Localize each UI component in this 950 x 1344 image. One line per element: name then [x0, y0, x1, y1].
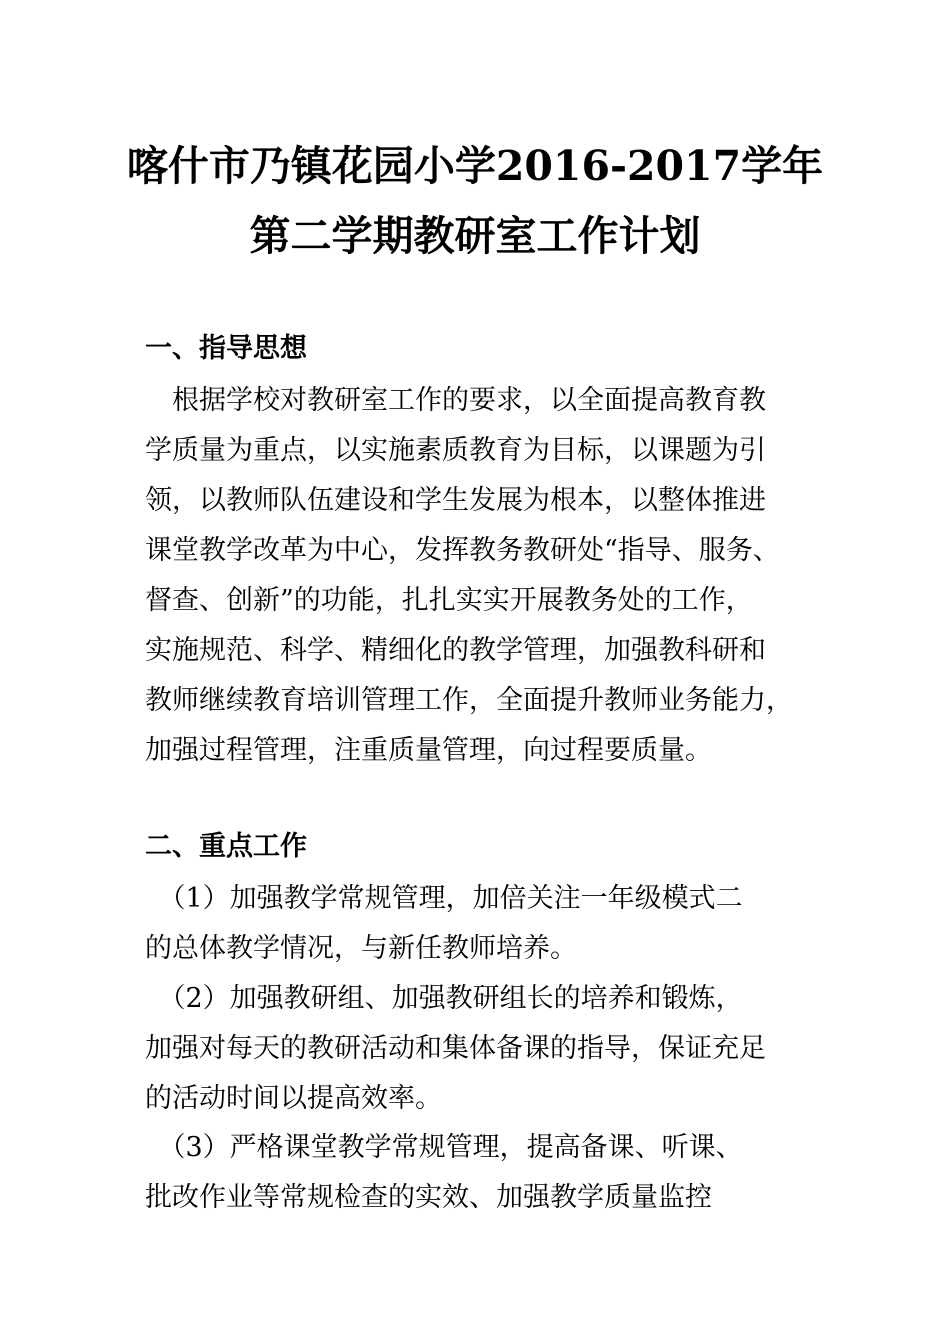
paragraph-line: （1）加强教学常规管理，加倍关注一年级模式二: [145, 883, 743, 914]
paragraph-line: 督查、创新”的功能，扎扎实实开展教务处的工作，: [145, 585, 753, 616]
paragraph-line: 根据学校对教研室工作的要求，以全面提高教育教: [145, 385, 766, 416]
document-title-line-2: 第二学期教研室工作计划: [249, 212, 701, 260]
paragraph-line: 加强对每天的教研活动和集体备课的指导，保证充足: [145, 1033, 766, 1064]
paragraph-line: 批改作业等常规检查的实效、加强教学质量监控: [145, 1182, 712, 1213]
paragraph-line: 的总体教学情况，与新任教师培养。: [145, 933, 577, 964]
guiding-ideology-paragraph: [145, 376, 825, 776]
key-work-item-2: [145, 974, 825, 1124]
section-heading-guiding-ideology: 一、指导思想: [145, 333, 307, 364]
key-work-item-1: [145, 874, 825, 974]
key-work-item-3: [145, 1123, 825, 1223]
paragraph-line: 加强过程管理，注重质量管理，向过程要质量。: [145, 735, 712, 766]
paragraph-line: 教师继续教育培训管理工作，全面提升教师业务能力，: [145, 685, 793, 716]
section-heading-key-work: 二、重点工作: [145, 831, 307, 862]
paragraph-line: 学质量为重点，以实施素质教育为目标，以课题为引: [145, 435, 766, 466]
paragraph-line: （3）严格课堂教学常规管理，提高备课、听课、: [145, 1132, 743, 1163]
document-title-line-1: 喀什市乃镇花园小学2016-2017学年: [126, 142, 824, 190]
paragraph-line: 的活动时间以提高效率。: [145, 1083, 442, 1114]
paragraph-line: 领，以教师队伍建设和学生发展为根本，以整体推进: [145, 485, 766, 516]
paragraph-line: （2）加强教研组、加强教研组长的培养和锻炼，: [145, 983, 743, 1014]
paragraph-line: 实施规范、科学、精细化的教学管理，加强教科研和: [145, 635, 766, 666]
paragraph-line: 课堂教学改革为中心，发挥教务教研处“指导、服务、: [145, 535, 780, 566]
